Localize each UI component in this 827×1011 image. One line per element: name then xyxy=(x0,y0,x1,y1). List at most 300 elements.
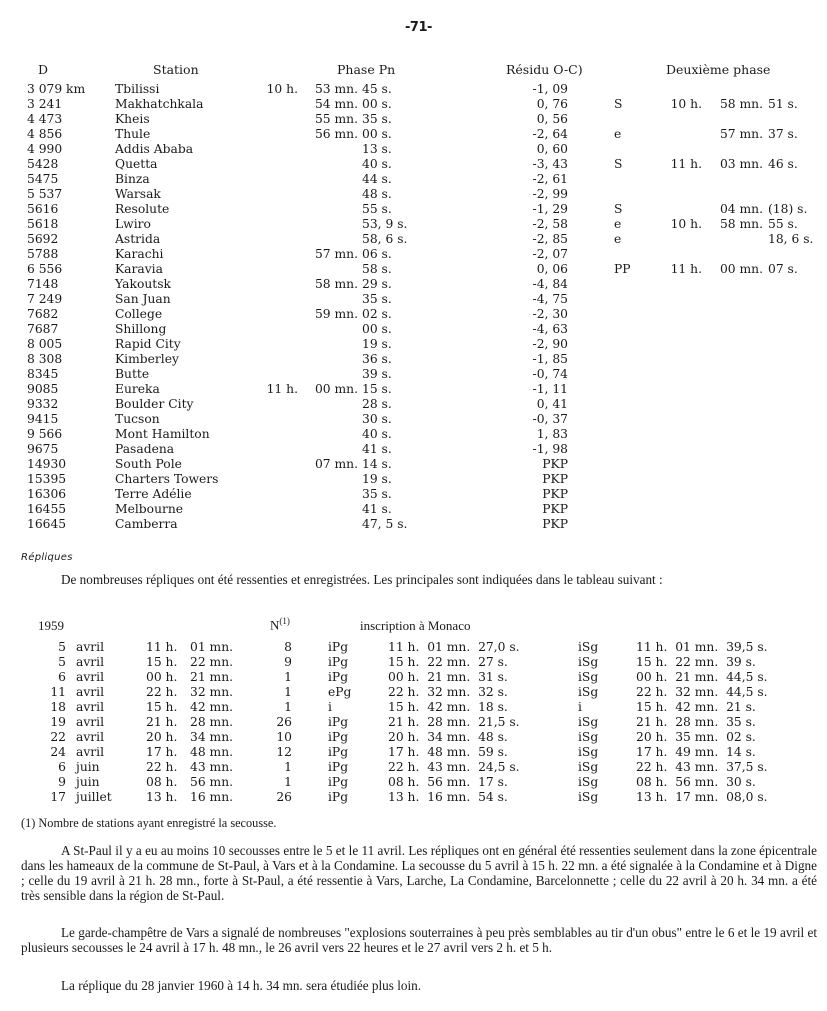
second-phase-type: PP xyxy=(614,262,631,276)
day: 17 xyxy=(50,790,66,804)
residual: -4, 63 xyxy=(532,322,568,336)
hour: 00 h. xyxy=(146,670,178,684)
month: avril xyxy=(76,715,105,729)
p-phase: iPg xyxy=(328,655,349,669)
second-phase-minute: 00 mn. xyxy=(719,262,763,276)
residual: PKP xyxy=(542,472,568,486)
distance: 16455 xyxy=(27,502,67,516)
phase-second: 02 s. xyxy=(362,307,392,321)
month: juin xyxy=(76,760,100,774)
p-time: 15 h. 22 mn. 27 s. xyxy=(388,655,508,669)
phase-second: 35 s. xyxy=(362,487,392,501)
p-time: 15 h. 42 mn. 18 s. xyxy=(388,700,508,714)
residual: PKP xyxy=(542,457,568,471)
station-name: Rapid City xyxy=(115,337,181,351)
distance: 9415 xyxy=(27,412,59,426)
s-phase: iSg xyxy=(578,640,599,654)
p-phase: iPg xyxy=(328,715,349,729)
residual: PKP xyxy=(542,517,568,531)
distance: 9085 xyxy=(27,382,59,396)
table-row xyxy=(0,367,827,382)
second-phase-second: (18) s. xyxy=(768,202,808,216)
s-time: 08 h. 56 mn. 30 s. xyxy=(636,775,756,789)
station-count: 26 xyxy=(276,790,292,804)
station-name: Butte xyxy=(115,367,150,381)
table-row xyxy=(0,517,827,532)
month: juillet xyxy=(76,790,112,804)
p-time: 20 h. 34 mn. 48 s. xyxy=(388,730,508,744)
phase-second: 35 s. xyxy=(362,292,392,306)
distance: 5788 xyxy=(27,247,59,261)
distance: 5692 xyxy=(27,232,59,246)
p-phase: iPg xyxy=(328,790,349,804)
s-phase: iSg xyxy=(578,760,599,774)
minute: 48 mn. xyxy=(190,745,234,759)
page-number: -71- xyxy=(405,20,432,35)
phase-hour: 11 h. xyxy=(266,382,298,396)
hour: 15 h. xyxy=(146,655,178,669)
header-phase-pn: Phase Pn xyxy=(337,62,396,77)
station-name: Shillong xyxy=(115,322,167,336)
phase-second: 00 s. xyxy=(362,127,392,141)
table-row xyxy=(0,775,827,790)
phase-minute: 53 mn. xyxy=(314,82,358,96)
table-row xyxy=(0,322,827,337)
table-row xyxy=(0,112,827,127)
day: 22 xyxy=(50,730,66,744)
station-count: 10 xyxy=(276,730,292,744)
phase-minute: 00 mn. xyxy=(314,382,358,396)
station-name: Mont Hamilton xyxy=(115,427,210,441)
header-residual: Résidu O-C) xyxy=(506,62,583,77)
residual: -4, 84 xyxy=(532,277,568,291)
paragraph-vars xyxy=(21,925,817,955)
station-name: South Pole xyxy=(115,457,182,471)
phase-second: 45 s. xyxy=(362,82,392,96)
phase-second: 44 s. xyxy=(362,172,392,186)
day: 6 xyxy=(58,670,66,684)
table-row xyxy=(0,97,827,112)
p-time: 21 h. 28 mn. 21,5 s. xyxy=(388,715,520,729)
table-row xyxy=(0,730,827,745)
distance: 8 005 xyxy=(27,337,63,351)
section-label-repliques: Répliques xyxy=(21,552,73,563)
s-phase: iSg xyxy=(578,685,599,699)
distance: 4 856 xyxy=(27,127,63,141)
distance: 8345 xyxy=(27,367,59,381)
s-time: 15 h. 42 mn. 21 s. xyxy=(636,700,756,714)
table-row xyxy=(0,715,827,730)
table-row xyxy=(0,382,827,397)
station-name: Makhatchkala xyxy=(115,97,204,111)
minute: 32 mn. xyxy=(190,685,234,699)
month: avril xyxy=(76,745,105,759)
table-row xyxy=(0,670,827,685)
phase-second: 14 s. xyxy=(362,457,392,471)
s-time: 15 h. 22 mn. 39 s. xyxy=(636,655,756,669)
second-phase-type: S xyxy=(614,202,623,216)
phase-second: 19 s. xyxy=(362,472,392,486)
second-phase-type: e xyxy=(614,217,622,231)
minute: 34 mn. xyxy=(190,730,234,744)
table-row xyxy=(0,202,827,217)
p-phase: iPg xyxy=(328,745,349,759)
day: 5 xyxy=(58,640,66,654)
phase-second: 19 s. xyxy=(362,337,392,351)
residual: -2, 64 xyxy=(532,127,568,141)
second-phase-minute: 57 mn. xyxy=(719,127,763,141)
p-time: 11 h. 01 mn. 27,0 s. xyxy=(388,640,520,654)
table-row xyxy=(0,790,827,805)
table-row xyxy=(0,685,827,700)
hour: 08 h. xyxy=(146,775,178,789)
month: avril xyxy=(76,655,105,669)
station-name: Tbilissi xyxy=(115,82,160,96)
s-time: 13 h. 17 mn. 08,0 s. xyxy=(636,790,768,804)
day: 18 xyxy=(50,700,66,714)
station-name: Boulder City xyxy=(115,397,194,411)
table-row xyxy=(0,292,827,307)
distance: 4 990 xyxy=(27,142,63,156)
residual: 1, 83 xyxy=(536,427,568,441)
table-row xyxy=(0,412,827,427)
phase-minute: 58 mn. xyxy=(314,277,358,291)
table-row xyxy=(0,232,827,247)
station-name: Tucson xyxy=(115,412,160,426)
phase-second: 29 s. xyxy=(362,277,392,291)
second-phase-second: 07 s. xyxy=(768,262,798,276)
phase-minute: 56 mn. xyxy=(314,127,358,141)
minute: 22 mn. xyxy=(190,655,234,669)
distance: 3 079 xyxy=(27,82,63,96)
residual: 0, 56 xyxy=(536,112,568,126)
table-row xyxy=(0,172,827,187)
hour: 13 h. xyxy=(146,790,178,804)
table-row xyxy=(0,457,827,472)
table-row xyxy=(0,640,827,655)
residual: 0, 41 xyxy=(536,397,568,411)
distance: 9332 xyxy=(27,397,59,411)
table-row xyxy=(0,442,827,457)
phase-second: 55 s. xyxy=(362,202,392,216)
p-time: 17 h. 48 mn. 59 s. xyxy=(388,745,508,759)
station-name: Astrida xyxy=(115,232,161,246)
paragraph-text: La réplique du 28 janvier 1960 à 14 h. 34 mn. sera étudiée plus loin. xyxy=(61,978,422,993)
month: avril xyxy=(76,700,105,714)
residual: -1, 85 xyxy=(532,352,568,366)
residual: 0, 06 xyxy=(536,262,568,276)
second-phase-second: 55 s. xyxy=(768,217,798,231)
p-time: 22 h. 32 mn. 32 s. xyxy=(388,685,508,699)
residual: -1, 11 xyxy=(532,382,568,396)
phase-hour: 10 h. xyxy=(266,82,298,96)
day: 9 xyxy=(58,775,66,789)
s-phase: iSg xyxy=(578,745,599,759)
station-count: 1 xyxy=(284,685,292,699)
minute: 01 mn. xyxy=(190,640,234,654)
minute: 56 mn. xyxy=(190,775,234,789)
intro-text: De nombreuses répliques ont été ressenties et enregistrées. Les principales sont indiquées dans le tableau suivant : xyxy=(61,572,663,587)
second-phase-type: e xyxy=(614,127,622,141)
table-row xyxy=(0,247,827,262)
month: avril xyxy=(76,670,105,684)
phase-second: 58, 6 s. xyxy=(362,232,408,246)
station-name: Pasadena xyxy=(115,442,175,456)
second-phase-second: 51 s. xyxy=(768,97,798,111)
residual: -1, 29 xyxy=(532,202,568,216)
distance: 7148 xyxy=(27,277,59,291)
residual: -2, 30 xyxy=(532,307,568,321)
distance: 14930 xyxy=(27,457,67,471)
table-row xyxy=(0,307,827,322)
second-phase-hour: 11 h. xyxy=(670,157,702,171)
station-name: Eureka xyxy=(115,382,160,396)
s-time: 22 h. 43 mn. 37,5 s. xyxy=(636,760,768,774)
table-row xyxy=(0,487,827,502)
station-name: Kimberley xyxy=(115,352,179,366)
day: 6 xyxy=(58,760,66,774)
residual: -3, 43 xyxy=(532,157,568,171)
station-name: Resolute xyxy=(115,202,170,216)
phase-minute: 57 mn. xyxy=(314,247,358,261)
s-phase: iSg xyxy=(578,670,599,684)
station-name: Thule xyxy=(115,127,151,141)
second-phase-type: S xyxy=(614,97,623,111)
day: 24 xyxy=(50,745,66,759)
distance: 3 241 xyxy=(27,97,63,111)
s-time: 20 h. 35 mn. 02 s. xyxy=(636,730,756,744)
minute: 21 mn. xyxy=(190,670,234,684)
phase-minute: 54 mn. xyxy=(314,97,358,111)
residual: 0, 76 xyxy=(536,97,568,111)
p-phase: iPg xyxy=(328,760,349,774)
second-phase-minute: 58 mn. xyxy=(719,217,763,231)
s-phase: iSg xyxy=(578,730,599,744)
s-phase: i xyxy=(578,700,582,714)
minute: 16 mn. xyxy=(190,790,234,804)
station-count: 1 xyxy=(284,700,292,714)
station-name: Quetta xyxy=(115,157,158,171)
phase-second: 48 s. xyxy=(362,187,392,201)
hour: 22 h. xyxy=(146,760,178,774)
table-row xyxy=(0,745,827,760)
p-time: 00 h. 21 mn. 31 s. xyxy=(388,670,508,684)
table-row xyxy=(0,82,827,97)
paragraph-text: Le garde-champêtre de Vars a signalé de nombreuses "explosions souterraines à peu près semblables au tir d'un obus" entre le 6 et le 19 avril et plusieurs secousses le 24 avril à 17 h. 48 mn., le 26 avril vers 22 heures et le 27 avril vers 2 h. et 5 h. xyxy=(21,925,817,955)
s-phase: iSg xyxy=(578,790,599,804)
residual: PKP xyxy=(542,487,568,501)
phase-second: 40 s. xyxy=(362,427,392,441)
day: 11 xyxy=(50,685,66,699)
paragraph-st-paul xyxy=(21,843,817,903)
distance: 9 566 xyxy=(27,427,63,441)
station-name: Charters Towers xyxy=(115,472,219,486)
month: juin xyxy=(76,775,100,789)
table-row xyxy=(0,337,827,352)
table-row xyxy=(0,157,827,172)
second-phase-second: 37 s. xyxy=(768,127,798,141)
month: avril xyxy=(76,685,105,699)
second-phase-hour: 10 h. xyxy=(670,97,702,111)
hour: 11 h. xyxy=(146,640,178,654)
hour: 15 h. xyxy=(146,700,178,714)
header-n xyxy=(270,614,290,632)
station-name: Kheis xyxy=(115,112,150,126)
s-time: 17 h. 49 mn. 14 s. xyxy=(636,745,756,759)
header-inscription: inscription à Monaco xyxy=(360,618,471,633)
station-name: Binza xyxy=(115,172,150,186)
station-count: 26 xyxy=(276,715,292,729)
station-count: 9 xyxy=(284,655,292,669)
distance: 5475 xyxy=(27,172,59,186)
station-name: Yakoutsk xyxy=(115,277,171,291)
residual: -2, 99 xyxy=(532,187,568,201)
p-time: 22 h. 43 mn. 24,5 s. xyxy=(388,760,520,774)
station-name: Addis Ababa xyxy=(115,142,194,156)
station-name: Karachi xyxy=(115,247,164,261)
station-name: College xyxy=(115,307,163,321)
residual: -0, 74 xyxy=(532,367,568,381)
phase-second: 30 s. xyxy=(362,412,392,426)
station-name: Karavia xyxy=(115,262,163,276)
residual: -2, 61 xyxy=(532,172,568,186)
month: avril xyxy=(76,640,105,654)
station-count: 1 xyxy=(284,775,292,789)
p-phase: iPg xyxy=(328,775,349,789)
s-time: 22 h. 32 mn. 44,5 s. xyxy=(636,685,768,699)
station-name: Warsak xyxy=(115,187,161,201)
distance: 9675 xyxy=(27,442,59,456)
header-n-label: N xyxy=(270,617,280,633)
hour: 17 h. xyxy=(146,745,178,759)
footnote-marker: (1) xyxy=(279,616,290,626)
hour: 20 h. xyxy=(146,730,178,744)
table-row xyxy=(0,655,827,670)
station-count: 12 xyxy=(276,745,292,759)
phase-second: 58 s. xyxy=(362,262,392,276)
phase-second: 41 s. xyxy=(362,442,392,456)
distance: 5428 xyxy=(27,157,59,171)
phase-second: 06 s. xyxy=(362,247,392,261)
s-phase: iSg xyxy=(578,775,599,789)
station-name: Terre Adélie xyxy=(115,487,192,501)
p-time: 13 h. 16 mn. 54 s. xyxy=(388,790,508,804)
station-count: 1 xyxy=(284,760,292,774)
phase-second: 28 s. xyxy=(362,397,392,411)
day: 5 xyxy=(58,655,66,669)
paragraph-replique-1960 xyxy=(21,978,817,993)
s-time: 21 h. 28 mn. 35 s. xyxy=(636,715,756,729)
distance: 15395 xyxy=(27,472,67,486)
distance: 5616 xyxy=(27,202,59,216)
phase-second: 41 s. xyxy=(362,502,392,516)
phase-second: 53, 9 s. xyxy=(362,217,408,231)
table-row xyxy=(0,472,827,487)
second-phase-minute: 03 mn. xyxy=(719,157,763,171)
residual: -4, 75 xyxy=(532,292,568,306)
phase-minute: 55 mn. xyxy=(314,112,358,126)
residual: -1, 09 xyxy=(532,82,568,96)
hour: 21 h. xyxy=(146,715,178,729)
phase-second: 47, 5 s. xyxy=(362,517,408,531)
day: 19 xyxy=(50,715,66,729)
header-second-phase: Deuxième phase xyxy=(666,62,771,77)
minute: 43 mn. xyxy=(190,760,234,774)
distance: 5618 xyxy=(27,217,59,231)
residual: -2, 85 xyxy=(532,232,568,246)
residual: 0, 60 xyxy=(536,142,568,156)
residual: -2, 90 xyxy=(532,337,568,351)
phase-minute: 59 mn. xyxy=(314,307,358,321)
table-row xyxy=(0,352,827,367)
second-phase-hour: 11 h. xyxy=(670,262,702,276)
p-time: 08 h. 56 mn. 17 s. xyxy=(388,775,508,789)
p-phase: iPg xyxy=(328,640,349,654)
p-phase: iPg xyxy=(328,730,349,744)
second-phase-minute: 58 mn. xyxy=(719,97,763,111)
distance: 6 556 xyxy=(27,262,63,276)
phase-minute: 07 mn. xyxy=(314,457,358,471)
intro-paragraph xyxy=(21,572,817,587)
distance: 7682 xyxy=(27,307,59,321)
second-phase-minute: 04 mn. xyxy=(719,202,763,216)
distance: 7 249 xyxy=(27,292,63,306)
minute: 42 mn. xyxy=(190,700,234,714)
s-phase: iSg xyxy=(578,715,599,729)
distance: 7687 xyxy=(27,322,59,336)
second-phase-type: S xyxy=(614,157,623,171)
station-name: San Juan xyxy=(115,292,171,306)
phase-second: 00 s. xyxy=(362,97,392,111)
station-name: Lwiro xyxy=(115,217,151,231)
distance: 16645 xyxy=(27,517,67,531)
phase-second: 39 s. xyxy=(362,367,392,381)
station-name: Camberra xyxy=(115,517,178,531)
second-phase-hour: 10 h. xyxy=(670,217,702,231)
station-count: 1 xyxy=(284,670,292,684)
hour: 22 h. xyxy=(146,685,178,699)
table-row xyxy=(0,277,827,292)
second-phase-second: 46 s. xyxy=(768,157,798,171)
s-time: 11 h. 01 mn. 39,5 s. xyxy=(636,640,768,654)
table-row xyxy=(0,127,827,142)
phase-second: 00 s. xyxy=(362,322,392,336)
table-row xyxy=(0,262,827,277)
residual: -2, 07 xyxy=(532,247,568,261)
table-row xyxy=(0,142,827,157)
phase-second: 40 s. xyxy=(362,157,392,171)
distance: 5 537 xyxy=(27,187,63,201)
table-row xyxy=(0,397,827,412)
station-count: 8 xyxy=(284,640,292,654)
station-name: Melbourne xyxy=(115,502,184,516)
p-phase: iPg xyxy=(328,670,349,684)
footnote: (1) Nombre de stations ayant enregistré la secousse. xyxy=(21,816,277,830)
phase-second: 35 s. xyxy=(362,112,392,126)
second-phase-second: 18, 6 s. xyxy=(768,232,814,246)
phase-second: 13 s. xyxy=(362,142,392,156)
phase-second: 36 s. xyxy=(362,352,392,366)
table-row xyxy=(0,187,827,202)
table-row xyxy=(0,217,827,232)
minute: 28 mn. xyxy=(190,715,234,729)
table-row xyxy=(0,760,827,775)
header-year: 1959 xyxy=(38,618,64,633)
s-time: 00 h. 21 mn. 44,5 s. xyxy=(636,670,768,684)
p-phase: ePg xyxy=(328,685,352,699)
table-row xyxy=(0,427,827,442)
residual: -1, 98 xyxy=(532,442,568,456)
